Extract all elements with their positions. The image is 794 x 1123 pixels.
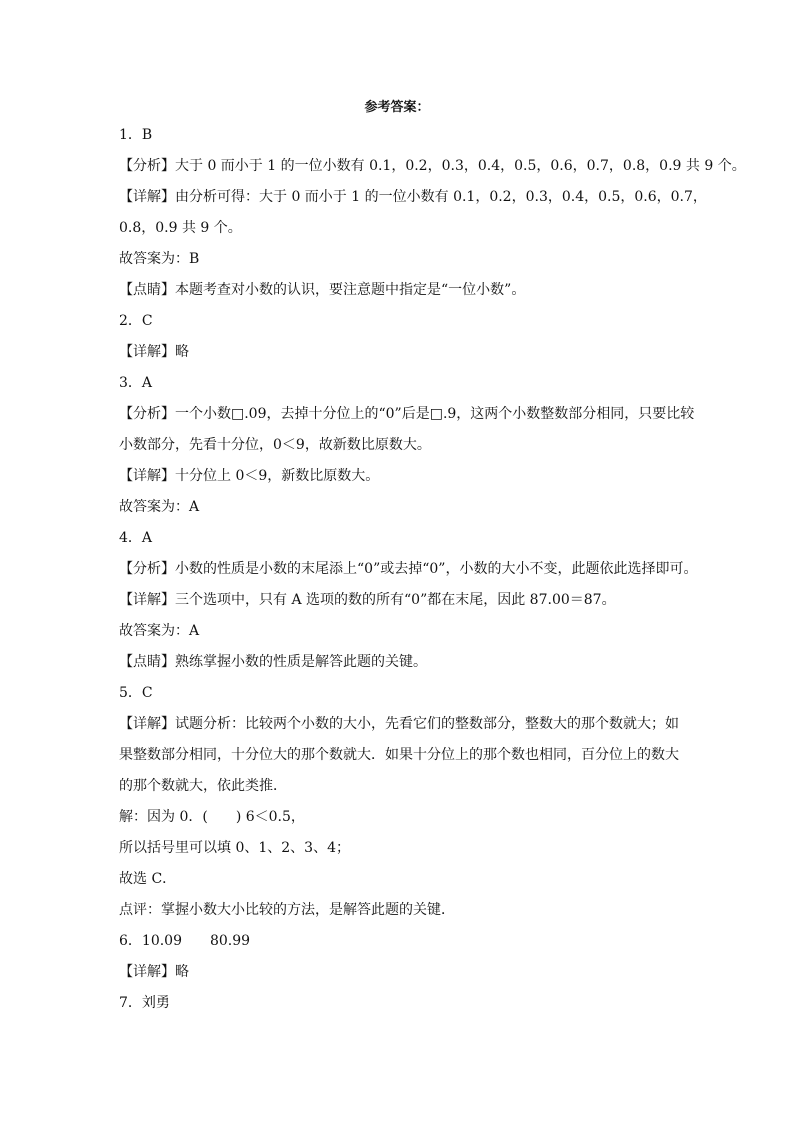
answer-line: 【详解】由分析可得：大于 0 而小于 1 的一位小数有 0.1，0.2，0.3，0.4，0.5，0.6，0.7， <box>119 189 707 205</box>
answer-line: 的那个数就大，依此类推． <box>119 778 287 794</box>
answer-line: 故选 C． <box>119 871 177 887</box>
answer-line: 【详解】十分位上 0＜9，新数比原数大。 <box>119 468 380 484</box>
answer-line: 【详解】三个选项中，只有 A 选项的数的所有“0”都在末尾，因此 87.00＝87。 <box>119 592 616 608</box>
answer-line: 【详解】试题分析：比较两个小数的大小，先看它们的整数部分，整数大的那个数就大；如 <box>119 716 679 732</box>
answer-line: 1．B <box>119 127 153 143</box>
answer-line: 【点睛】本题考查对小数的认识，要注意题中指定是“一位小数”。 <box>119 282 526 298</box>
answer-line: 解：因为 0．( ) 6＜0.5， <box>119 809 305 825</box>
answer-line: 【详解】略 <box>119 344 189 360</box>
answer-line: 【分析】大于 0 而小于 1 的一位小数有 0.1，0.2，0.3，0.4，0.5，0.6，0.7，0.8，0.9 共 9 个。 <box>119 158 746 174</box>
answer-line: 【详解】略 <box>119 964 189 980</box>
answer-line: 故答案为：A <box>119 623 200 639</box>
answer-line: 4．A <box>119 530 153 546</box>
answer-line: 所以括号里可以填 0、1、2、3、4； <box>119 840 350 856</box>
answer-line: 0.8，0.9 共 9 个。 <box>119 220 242 236</box>
answer-line: 果整数部分相同，十分位大的那个数就大．如果十分位上的那个数也相同，百分位上的数大 <box>119 747 679 763</box>
answer-line: 7．刘勇 <box>119 995 170 1011</box>
answer-line: 5．C <box>119 685 153 701</box>
answer-line: 故答案为：A <box>119 499 200 515</box>
answer-line: 【分析】小数的性质是小数的末尾添上“0”或去掉“0”，小数的大小不变，此题依此选择即可。 <box>119 561 698 577</box>
answer-line: 【点睛】熟练掌握小数的性质是解答此题的关键。 <box>119 654 427 670</box>
answer-line: 【分析】一个小数□.09，去掉十分位上的“0”后是□.9，这两个小数整数部分相同，只要比较 <box>119 406 695 422</box>
answer-line: 故答案为：B <box>119 251 200 267</box>
answer-line: 点评：掌握小数大小比较的方法，是解答此题的关键． <box>119 902 455 918</box>
answer-line: 2．C <box>119 313 153 329</box>
answer-line: 3．A <box>119 375 153 391</box>
answer-line: 小数部分，先看十分位，0＜9，故新数比原数大。 <box>119 437 431 453</box>
answer-content <box>119 120 746 1019</box>
page-title: 参考答案： <box>364 100 430 115</box>
answer-line: 6．10.09 80.99 <box>119 933 251 949</box>
